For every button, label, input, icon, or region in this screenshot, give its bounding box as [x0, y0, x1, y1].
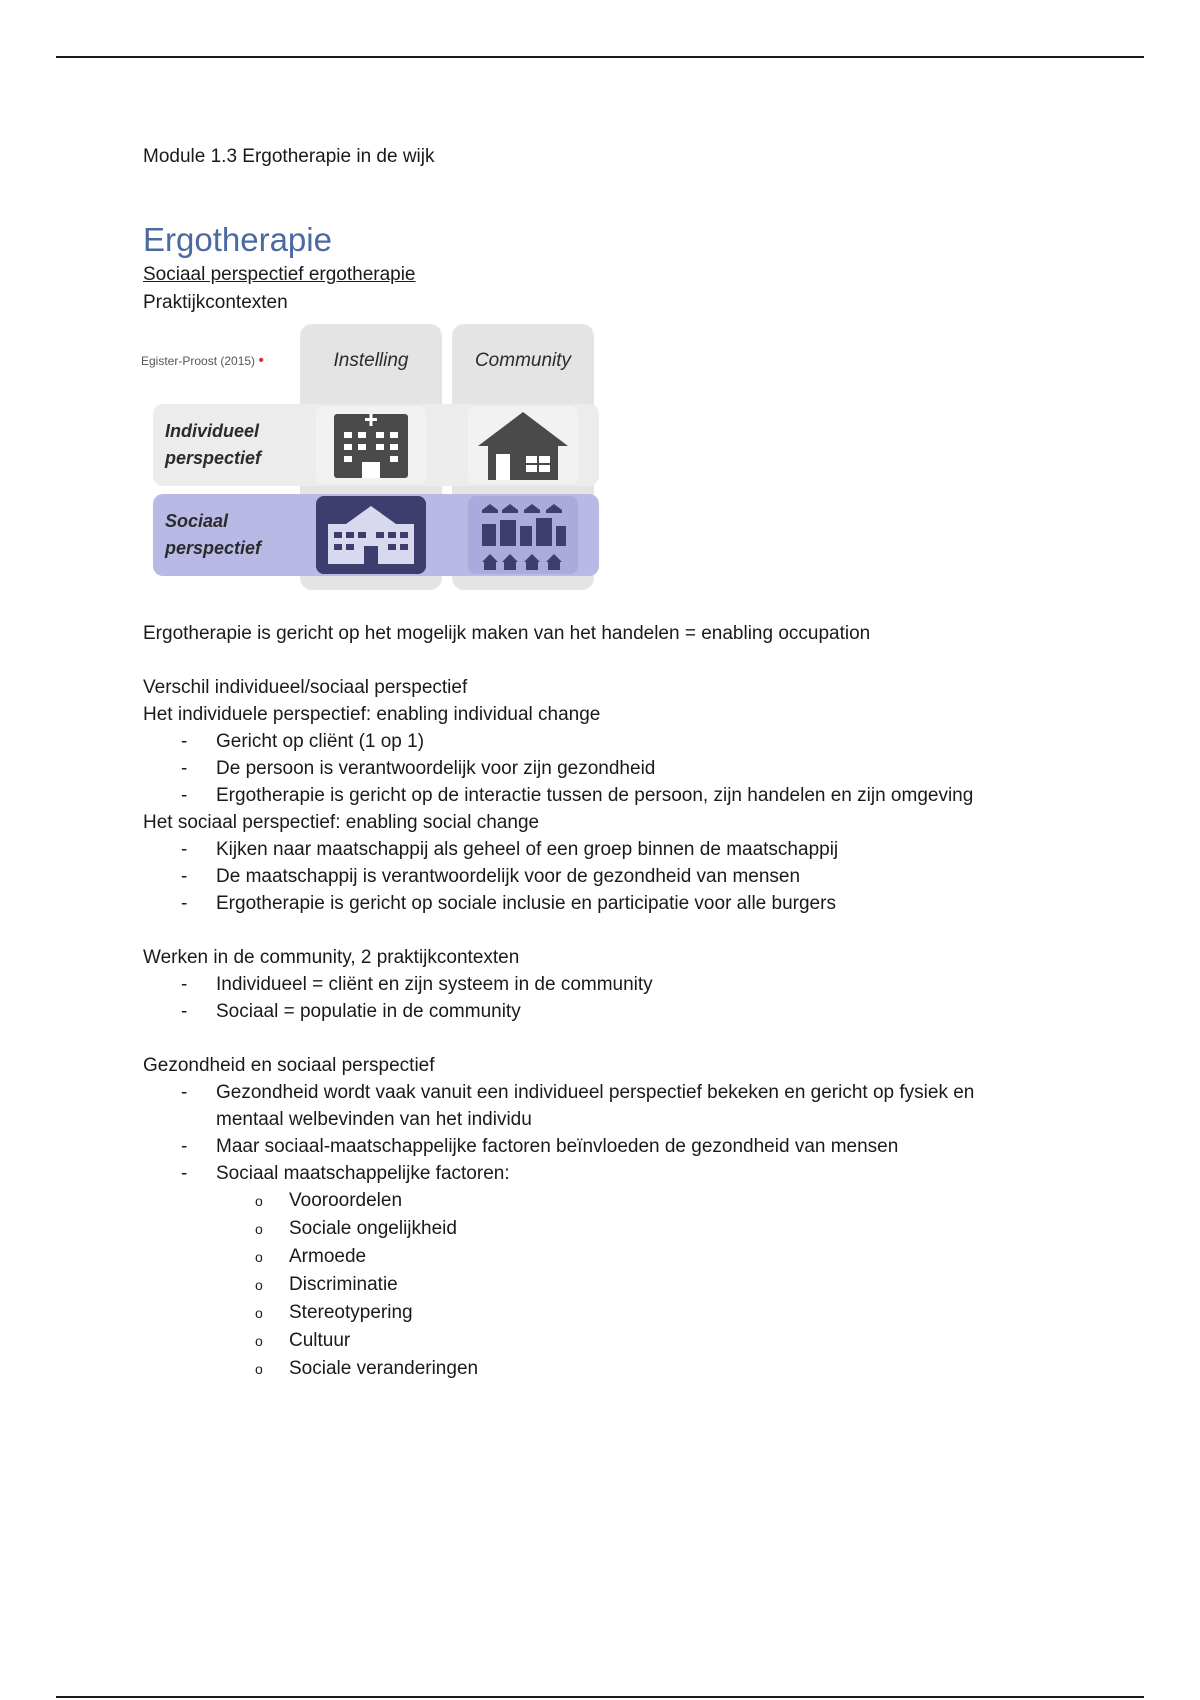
intro-text: Ergotherapie is gericht op het mogelijk maken van het handelen = enabling occupation — [143, 623, 871, 644]
subtitle: Sociaal perspectief ergotherapie — [143, 264, 416, 285]
list-item-continuation: mentaal welbevinden van het individu — [216, 1109, 532, 1130]
list-item: - Maar sociaal-maatschappelijke factoren beïnvloeden de gezondheid van mensen — [181, 1136, 899, 1157]
sub-list-item: o Sociale ongelijkheid — [255, 1218, 457, 1239]
individual-perspective-heading: Het individuele perspectief: enabling individual change — [143, 704, 601, 725]
sub-list-item: o Vooroordelen — [255, 1190, 403, 1211]
social-perspective-heading: Het sociaal perspectief: enabling social change — [143, 812, 540, 833]
list-item: - Kijken naar maatschappij als geheel of een groep binnen de maatschappij — [181, 839, 839, 860]
hospital-icon — [316, 406, 426, 484]
sub-list-item: o Stereotypering — [255, 1302, 413, 1323]
module-heading: Module 1.3 Ergotherapie in de wijk — [143, 146, 435, 167]
school-icon — [316, 496, 426, 574]
diagram-source: Egister-Proost (2015) • — [141, 352, 264, 369]
page-title: Ergotherapie — [143, 221, 332, 258]
house-icon — [468, 406, 578, 484]
list-item: - Gezondheid wordt vaak vanuit een individueel perspectief bekeken en gericht op fysiek en — [181, 1082, 975, 1103]
list-item: - De maatschappij is verantwoordelijk voor de gezondheid van mensen — [181, 866, 801, 887]
row-label-social: Sociaal perspectief — [165, 511, 262, 558]
list-item: - Sociaal = populatie in de community — [181, 1001, 521, 1022]
footer-rule — [56, 1696, 1144, 1698]
neighborhood-icon — [468, 496, 578, 574]
list-item: - Ergotherapie is gericht op de interactie tussen de persoon, zijn handelen en zijn omgeving — [181, 785, 974, 806]
sub-list-item: o Cultuur — [255, 1330, 351, 1351]
sub-list-item: o Armoede — [255, 1246, 367, 1267]
list-item: - Sociaal maatschappelijke factoren: — [181, 1163, 510, 1184]
row-label-individual: Individueel perspectief — [165, 421, 262, 468]
list-item: - Ergotherapie is gericht op sociale inclusie en participatie voor alle burgers — [181, 893, 836, 914]
list-item: - Gericht op cliënt (1 op 1) — [181, 731, 425, 752]
section-heading-health: Gezondheid en sociaal perspectief — [143, 1055, 435, 1076]
list-item: - Individueel = cliënt en zijn systeem in de community — [181, 974, 653, 995]
sub-list-item: o Sociale veranderingen — [255, 1358, 479, 1379]
section-heading-perspectives: Verschil individueel/sociaal perspectief — [143, 677, 468, 698]
section-heading-community: Werken in de community, 2 praktijkcontexten — [143, 947, 520, 968]
header-rule — [56, 56, 1144, 58]
context-label: Praktijkcontexten — [143, 292, 288, 313]
column-label-community: Community — [474, 350, 572, 371]
column-label-instelling: Instelling — [333, 350, 409, 371]
practice-context-diagram — [143, 324, 601, 592]
sub-list-item: o Discriminatie — [255, 1274, 398, 1295]
list-item: - De persoon is verantwoordelijk voor zijn gezondheid — [181, 758, 656, 779]
